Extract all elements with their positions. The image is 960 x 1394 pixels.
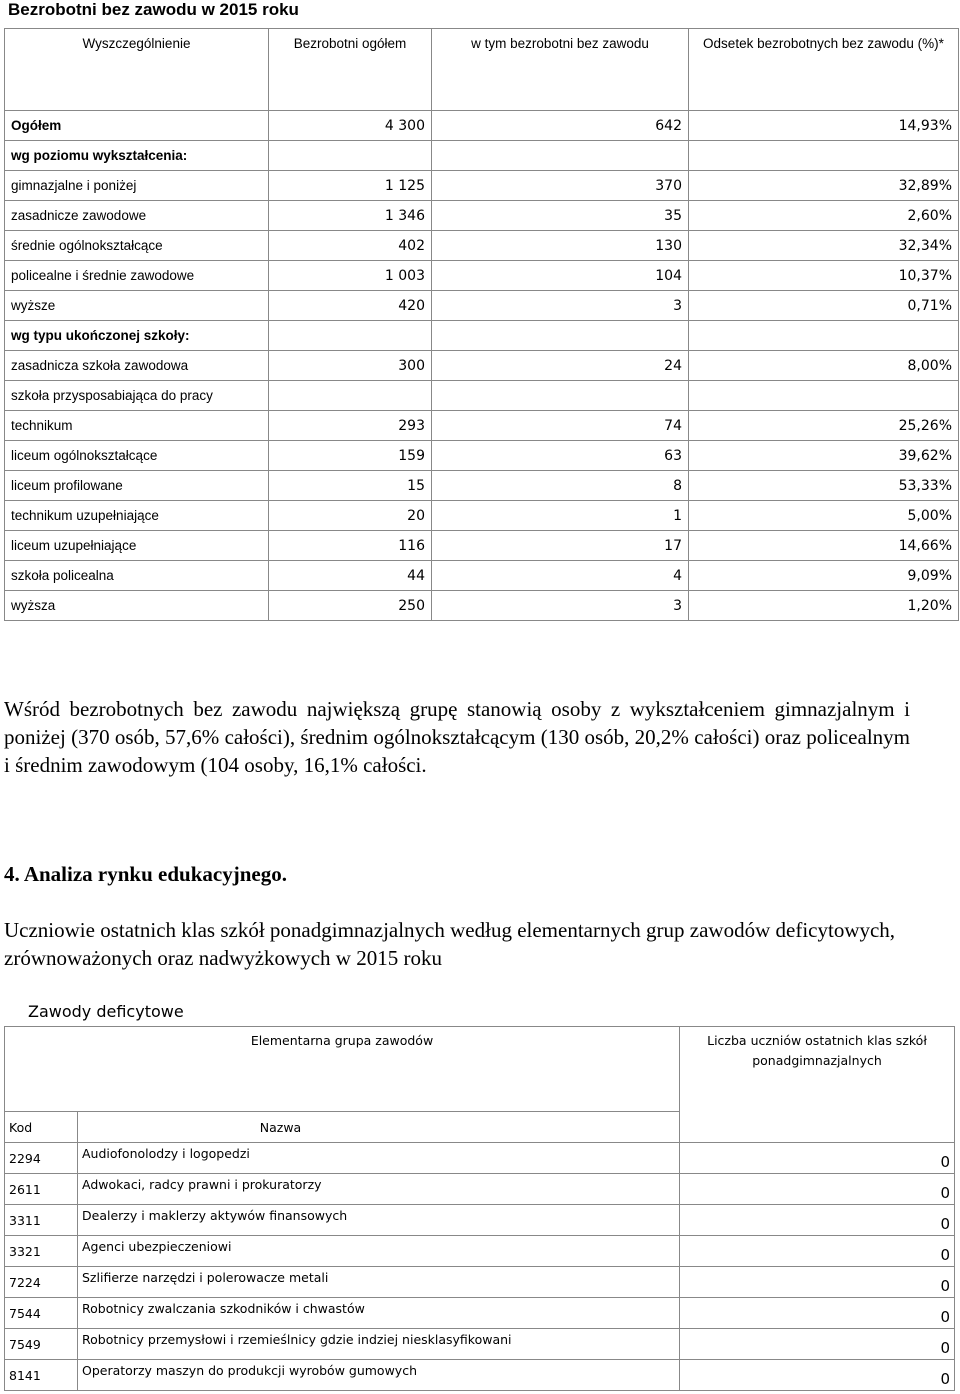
table-row — [5, 441, 959, 471]
value-cell: 300 — [269, 351, 432, 381]
header-cell: Wyszczególnienie — [5, 29, 269, 111]
summary-paragraph: Wśród bezrobotnych bez zawodu największą grupę stanowią osoby z wykształceniem gimnazjalnym i poniżej (370 osób, 57,6% całości), średnim ogólnokształcącym (130 osób, 20,2% całości) oraz policealnym i średnim zawodowym (104 osoby, 16,1% całości. — [4, 697, 910, 777]
value-cell: 25,26% — [689, 411, 959, 441]
code-cell: 7549 — [5, 1329, 78, 1360]
value-cell — [432, 141, 689, 171]
value-cell: 17 — [432, 531, 689, 561]
value-cell: 63 — [432, 441, 689, 471]
value-cell: 116 — [269, 531, 432, 561]
deficit-professions-title: Zawody deficytowe — [28, 1002, 184, 1021]
code-cell: 3311 — [5, 1205, 78, 1236]
value-cell: 39,62% — [689, 441, 959, 471]
page-title: Bezrobotni bez zawodu w 2015 roku — [8, 0, 299, 19]
table-row — [5, 321, 959, 351]
value-cell: 15 — [269, 471, 432, 501]
table-row — [5, 1267, 955, 1298]
value-cell — [689, 321, 959, 351]
value-cell: 2,60% — [689, 201, 959, 231]
value-cell — [432, 321, 689, 351]
name-cell: Adwokaci, radcy prawni i prokuratorzy — [78, 1174, 680, 1205]
value-cell — [432, 381, 689, 411]
value-cell: 53,33% — [689, 471, 959, 501]
table-header-row — [5, 29, 959, 111]
table-body — [5, 111, 959, 621]
header-cell: Odsetek bezrobotnych bez zawodu (%)* — [689, 29, 959, 111]
table-row — [5, 1360, 955, 1391]
value-cell: 32,89% — [689, 171, 959, 201]
table-row — [5, 1329, 955, 1360]
value-cell: 24 — [432, 351, 689, 381]
value-cell: 14,66% — [689, 531, 959, 561]
count-cell: 0 — [680, 1329, 955, 1360]
value-cell: 14,93% — [689, 111, 959, 141]
name-cell: Szlifierze narzędzi i polerowacze metali — [78, 1267, 680, 1298]
row-label: Ogółem — [5, 111, 269, 141]
value-cell: 32,34% — [689, 231, 959, 261]
table-body — [5, 1143, 955, 1391]
value-cell: 1,20% — [689, 591, 959, 621]
value-cell: 8,00% — [689, 351, 959, 381]
header-cell: Kod — [5, 1112, 78, 1143]
unemployment-table — [4, 28, 959, 621]
table-caption: Uczniowie ostatnich klas szkół ponadgimnazjalnych według elementarnych grup zawodów deficytowych, zrównoważonych oraz nadwyżkowych w 2015 roku — [4, 918, 896, 970]
table-row — [5, 501, 959, 531]
table-row — [5, 1205, 955, 1236]
code-cell: 8141 — [5, 1360, 78, 1391]
table-row — [5, 1174, 955, 1205]
count-cell: 0 — [680, 1236, 955, 1267]
table-row — [5, 381, 959, 411]
value-cell — [269, 321, 432, 351]
row-label: liceum profilowane — [5, 471, 269, 501]
value-cell: 104 — [432, 261, 689, 291]
table-row — [5, 561, 959, 591]
table-row — [5, 1236, 955, 1267]
section-heading: 4. Analiza rynku edukacyjnego. — [4, 862, 287, 886]
value-cell: 1 346 — [269, 201, 432, 231]
count-cell: 0 — [680, 1298, 955, 1329]
value-cell: 74 — [432, 411, 689, 441]
code-cell: 7224 — [5, 1267, 78, 1298]
code-cell: 2294 — [5, 1143, 78, 1174]
header-cell: w tym bezrobotni bez zawodu — [432, 29, 689, 111]
table-row — [5, 351, 959, 381]
value-cell: 1 003 — [269, 261, 432, 291]
count-cell: 0 — [680, 1143, 955, 1174]
row-label: liceum uzupełniające — [5, 531, 269, 561]
name-cell: Robotnicy przemysłowi i rzemieślnicy gdzie indziej niesklasyfikowani — [78, 1329, 680, 1360]
value-cell: 130 — [432, 231, 689, 261]
value-cell: 370 — [432, 171, 689, 201]
code-cell: 2611 — [5, 1174, 78, 1205]
row-label: wyższa — [5, 591, 269, 621]
count-cell: 0 — [680, 1360, 955, 1391]
table-row — [5, 471, 959, 501]
value-cell: 402 — [269, 231, 432, 261]
row-label: liceum ogólnokształcące — [5, 441, 269, 471]
header-cell: Elementarna grupa zawodów — [5, 1027, 680, 1112]
name-cell: Audiofonolodzy i logopedzi — [78, 1143, 680, 1174]
table-row — [5, 1298, 955, 1329]
table-row — [5, 141, 959, 171]
value-cell: 3 — [432, 291, 689, 321]
count-cell: 0 — [680, 1267, 955, 1298]
value-cell — [689, 381, 959, 411]
row-label: wg typu ukończonej szkoły: — [5, 321, 269, 351]
value-cell — [269, 381, 432, 411]
row-label: wyższe — [5, 291, 269, 321]
table-row — [5, 111, 959, 141]
table-row — [5, 261, 959, 291]
table-row — [5, 531, 959, 561]
header-cell: Bezrobotni ogółem — [269, 29, 432, 111]
code-cell: 7544 — [5, 1298, 78, 1329]
value-cell: 4 — [432, 561, 689, 591]
table-row — [5, 231, 959, 261]
table-row — [5, 291, 959, 321]
row-label: zasadnicza szkoła zawodowa — [5, 351, 269, 381]
row-label: gimnazjalne i poniżej — [5, 171, 269, 201]
value-cell: 1 — [432, 501, 689, 531]
value-cell: 10,37% — [689, 261, 959, 291]
value-cell: 0,71% — [689, 291, 959, 321]
value-cell: 420 — [269, 291, 432, 321]
value-cell: 642 — [432, 111, 689, 141]
name-cell: Agenci ubezpieczeniowi — [78, 1236, 680, 1267]
row-label: zasadnicze zawodowe — [5, 201, 269, 231]
value-cell: 250 — [269, 591, 432, 621]
table-row — [5, 591, 959, 621]
value-cell: 1 125 — [269, 171, 432, 201]
value-cell — [269, 141, 432, 171]
name-cell: Robotnicy zwalczania szkodników i chwastów — [78, 1298, 680, 1329]
row-label: wg poziomu wykształcenia: — [5, 141, 269, 171]
code-cell: 3321 — [5, 1236, 78, 1267]
row-label: technikum uzupełniające — [5, 501, 269, 531]
value-cell: 20 — [269, 501, 432, 531]
value-cell: 293 — [269, 411, 432, 441]
value-cell: 9,09% — [689, 561, 959, 591]
value-cell: 8 — [432, 471, 689, 501]
table-header-row — [5, 1027, 955, 1112]
table-row — [5, 411, 959, 441]
header-cell: Liczba uczniów ostatnich klas szkół ponadgimnazjalnych — [680, 1027, 955, 1143]
count-cell: 0 — [680, 1205, 955, 1236]
table-row — [5, 1143, 955, 1174]
table-row — [5, 201, 959, 231]
name-cell: Operatorzy maszyn do produkcji wyrobów gumowych — [78, 1360, 680, 1391]
value-cell: 4 300 — [269, 111, 432, 141]
value-cell: 5,00% — [689, 501, 959, 531]
table-row — [5, 171, 959, 201]
count-cell: 0 — [680, 1174, 955, 1205]
row-label: szkoła przysposabiająca do pracy — [5, 381, 269, 411]
value-cell — [689, 141, 959, 171]
row-label: szkoła policealna — [5, 561, 269, 591]
row-label: policealne i średnie zawodowe — [5, 261, 269, 291]
value-cell: 159 — [269, 441, 432, 471]
value-cell: 35 — [432, 201, 689, 231]
value-cell: 3 — [432, 591, 689, 621]
name-cell: Dealerzy i maklerzy aktywów finansowych — [78, 1205, 680, 1236]
header-cell: Nazwa — [78, 1112, 680, 1143]
value-cell: 44 — [269, 561, 432, 591]
row-label: średnie ogólnokształcące — [5, 231, 269, 261]
deficit-professions-table — [4, 1026, 955, 1391]
row-label: technikum — [5, 411, 269, 441]
